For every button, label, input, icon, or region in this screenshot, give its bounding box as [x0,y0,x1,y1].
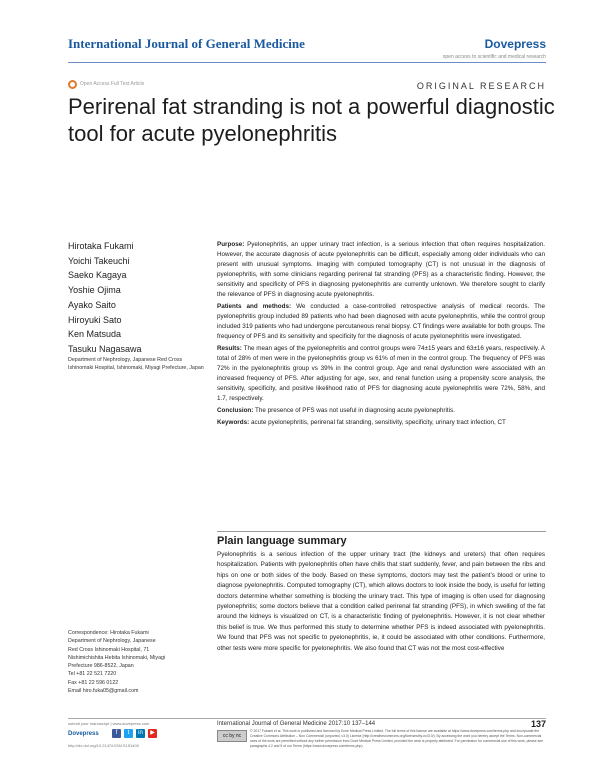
author: Tasuku Nagasawa [68,343,142,354]
author: Hirotaka Fukami [68,241,134,251]
copyright-notice: © 2017 Fukami et al. This work is published and licensed by Dove Medical Press Limited. The full terms of this license are available at https://www.dovepress.com/terms.php and incorporate the Creative Commons Attribution – Non Commercial (unported, v3.0) License (http://creativecommons.org/licenses/by-nc/3.0/). By accessing the work you hereby accept the Terms. Non-commercial uses of the work are permitted without any further permission from Dove Medical Press Limited, provided the work is properly attributed. For permission for commercial use of this work, please see paragraphs 4.2 and 5 of our Terms (https://www.dovepress.com/terms.php). [250,729,544,748]
author: Yoichi Takeuchi [68,255,130,266]
correspondence-email[interactable]: Email hiro.fuka05@gmail.com [68,688,139,695]
author: Ayako Saito [68,299,116,310]
open-access-label: Open Access Full Text Article [80,81,145,87]
author: Ken Matsuda [68,329,122,340]
section-divider [217,531,546,532]
author: Hiroyuki Sato [68,314,122,325]
header-divider [68,62,546,63]
abstract [217,240,545,430]
affiliation: Department of Nephrology, Japanese Red Cross Ishinomaki Hospital, Ishinomaki, Miyagi Prefecture, Japan [68,357,204,371]
plain-language-title: Plain language summary [217,535,347,547]
footer-citation: International Journal of General Medicine 2017:10 137–144 [217,721,376,727]
correspondence [68,629,208,695]
correspondence-line: Correspondence: Hirotaka Fukami [68,630,149,636]
open-access-icon [68,80,77,89]
article-title: Perirenal fat stranding is not a powerful diagnostic tool for acute pyelonephritis [68,94,555,146]
plain-language-body: Pyelonephritis is a serious infection of the upper urinary tract (the kidneys and ureters) that often requires hospitalization. Patients with pyelonephritis often have chills that start suddenly, fever, and pain between the ribs and hips on one or both sides of the body. Based on these symptoms, doctors may test the patient’s blood or urine to diagnose pyelonephritis. Computed tomography (CT), which allows doctors to look inside the body, is useful for letting doctors determine whether something is blocking the urinary tract. This type of imaging is often used for diagnosing pyelonephritis; some doctors believe that a condition called perirenal fat stranding (PFS), in which swelling of the fat around the kidneys is visualized on CT, is a characteristic finding of pyelonephritis. However, it is not clear whether this belief is true. We thus performed this study to determine whether PFS is indeed associated with pyelonephritis. We found that PFS was not specific to pyelonephritis, ie, it could be associated with other conditions. Furthermore, other tests were more specific for pyelonephritis. We also found that CT was not the most cost-effective [217,551,545,652]
linkedin-icon[interactable]: in [136,729,145,738]
article-type: ORIGINAL RESEARCH [416,81,546,91]
footer-divider [68,718,546,719]
author-list [68,239,142,357]
author: Saeko Kagaya [68,270,127,281]
author: Yoshie Ojima [68,285,121,296]
journal-title: International Journal of General Medicine [68,36,305,51]
correspondence-line: Prefecture 986-8522, Japan [68,663,134,670]
cc-license-badge[interactable]: cc by nc [217,730,247,742]
abstract-keywords: Keywords: acute pyelonephritis, perirenal fat stranding, sensitivity, specificity, urinary tract infection, CT [217,419,506,426]
twitter-icon[interactable]: t [124,729,133,738]
correspondence-line: Fax +81 22 596 0122 [68,679,119,686]
correspondence-line: Red Cross Ishinomaki Hospital, 71 [68,646,150,653]
abstract-results: Results: The mean ages of the pyelonephritis and control groups were 74±15 years and 63±16 years, respectively. A total of 28% of men were in the pyelonephritis group vs 61% of men in the control group. The frequency of PFS was 72% in the pyelonephritis group vs 39% in the control group. Age and renal dysfunction were associated with an increased frequency of PFS. After adjusting for age, sex, and renal function using a propensity score analysis, the sensitivity, specificity, and positive likelihood ratio of PFS for diagnosing acute pyelonephritis were 72%, 58%, and 1.7, respectively. [217,345,546,402]
doi-link[interactable]: http://dx.doi.org/10.2147/IJGM.S151400 [68,743,139,748]
footer-dovepress-logo[interactable]: Dovepress [68,731,99,737]
abstract-purpose: Purpose: Pyelonephritis, an upper urinary tract infection, is a serious infection that often requires hospitalization. However, the accurate diagnosis of acute pyelonephritis can be difficult, especially among older individuals who can present with unusual symptoms. Imaging with computed tomography (CT) is not unusual in the diagnosis of pyelonephritis, with some clinicians regarding perirenal fat stranding (PFS) as a characteristic finding. However, the sensitivity and specificity of PFS in diagnosing pyelonephritis are currently unknown. We therefore sought to clarify the relevance of PFS in diagnosing acute pyelonephritis. [217,241,545,298]
youtube-icon[interactable]: ▶ [148,729,157,738]
correspondence-line: Nishimichishita Hebita Ishinomaki, Miyagi [68,654,166,661]
publisher-tagline: open access to scientific and medical research [442,54,546,60]
facebook-icon[interactable]: f [112,729,121,738]
correspondence-line: Tel +81 22 521 7220 [68,671,117,678]
abstract-methods: Patients and methods: We conducted a case-controlled retrospective analysis of medical records. The pyelonephritis group included 89 patients who had been diagnosed with acute pyelonephritis, while the control group included 319 patients who had undergone percutaneous renal biopsy. CT findings were available for both groups. The frequency of PFS and its sensitivity and specificity for the diagnosis of acute pyelonephritis were investigated. [217,303,546,340]
abstract-conclusion: Conclusion: The presence of PFS was not useful in diagnosing acute pyelonephritis. [217,407,455,414]
submit-link[interactable]: submit your manuscript | www.dovepress.com [68,721,150,726]
publisher-logo[interactable]: Dovepress [484,37,546,51]
correspondence-line: Department of Nephrology, Japanese [68,638,156,645]
page-number: 137 [530,719,546,729]
